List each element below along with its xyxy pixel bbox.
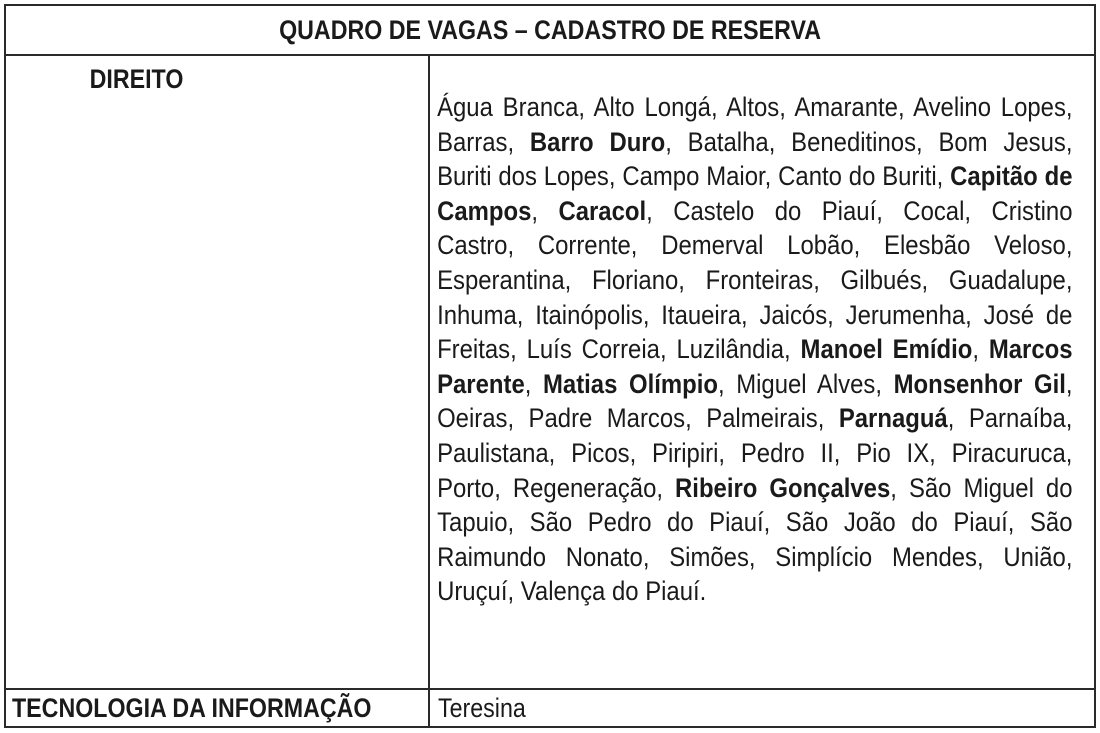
table-row: [5, 55, 1095, 689]
city-name: Canto do Buriti: [778, 161, 937, 192]
city-name: São Raimundo Nonato: [437, 507, 1073, 572]
table-title-cell: [5, 5, 1095, 55]
city-name: Caracol: [558, 195, 647, 226]
city-name: Alto Longá: [593, 92, 711, 122]
city-name: Elesbão Veloso: [884, 230, 1066, 261]
city-name: Piracuruca: [951, 437, 1066, 468]
city-name: Parnaguá: [838, 403, 948, 434]
city-name: Matias Olímpio: [543, 368, 718, 399]
table-title-row: [5, 5, 1095, 55]
city-name: Paulistana: [437, 437, 549, 468]
city-name: Regeneração: [512, 472, 657, 503]
city-name: Floriano: [591, 264, 679, 295]
cities-cell-ti: [429, 689, 1095, 727]
city-name: Luzilândia: [676, 334, 785, 365]
city-name: Campo Maior: [622, 161, 765, 192]
city-name: Batalha: [687, 126, 769, 157]
city-name: Corrente: [537, 230, 631, 261]
city-name: Cocal: [903, 195, 965, 226]
city-name: Pio IX: [856, 437, 930, 468]
area-cell-direito: [5, 55, 429, 689]
vacancy-table: [4, 4, 1096, 728]
cities-cell-direito: [429, 55, 1095, 689]
city-name: Avelino Lopes: [913, 92, 1066, 122]
city-name: Esperantina: [437, 264, 565, 295]
city-name: Itainópolis: [535, 299, 643, 330]
city-name: Altos: [726, 92, 780, 122]
city-name: Palmeirais: [706, 403, 818, 434]
city-list-direito: Água Branca, Alto Longá, Altos, Amarante, Avelino Lopes, Barras, Barro Duro, Batalha, Beneditinos, Bom Jesus, Buriti dos Lopes, Campo Maior, Canto do Buriti, Capitão de Campos, Caracol, Castelo do Piauí, Cocal, Cristino Castro, Corrente, Demerval Lobão, Elesbão Veloso, Esperantina, Floriano, Fronteiras, Gilbués, Guadalupe, Inhuma, Itainópolis, Itaueira, Jaicós, Jerumenha, José de Freitas, Luís Correia, Luzilândia, Manoel Emídio, Marcos Parente, Matias Olímpio, Miguel Alves, Monsenhor Gil, Oeiras, Padre Marcos, Palmeirais, Parnaguá, Parnaíba, Paulistana, Picos, Piripiri, Pedro II, Pio IX, Piracuruca, Porto, Regeneração, Ribeiro Gonçalves, São Miguel do Tapuio, São Pedro do Piauí, São João do Piauí, São Raimundo Nonato, Simões, Simplício Mendes, União, Uruçuí, Valença do Piauí.: [437, 92, 1073, 607]
city-name: Barro Duro: [529, 126, 666, 157]
city-name: Manoel Emídio: [800, 334, 973, 365]
city-name: Uruçuí: [437, 576, 508, 607]
city-name: Porto: [437, 472, 495, 503]
city-name: Simplício Mendes: [775, 541, 977, 572]
city-name: Fronteiras: [705, 264, 814, 295]
city-name: Demerval Lobão: [661, 230, 854, 261]
city-name: São Miguel do Tapuio: [437, 472, 1073, 538]
city-name: Gilbués: [840, 264, 922, 295]
city-name: Teresina: [438, 692, 526, 723]
city-name: Buriti dos Lopes: [437, 161, 609, 192]
city-name: Miguel Alves: [736, 368, 876, 399]
city-name: Piripiri: [652, 437, 719, 468]
city-name: Oeiras: [437, 403, 508, 434]
table-row: [5, 689, 1095, 727]
city-name: Bom Jesus: [938, 126, 1066, 157]
city-name: Amarante: [794, 92, 898, 122]
city-name: Simões: [669, 541, 749, 572]
city-name: São Pedro do Piauí: [529, 507, 764, 538]
city-name: Picos: [571, 437, 630, 468]
city-name: Luís Correia: [526, 334, 660, 365]
city-name: Jaicós: [759, 299, 828, 330]
city-name: Itaueira: [661, 299, 741, 330]
city-name: Barras: [437, 126, 508, 157]
area-cell-ti: [5, 689, 429, 727]
city-name: Guadalupe: [948, 264, 1066, 295]
city-name: União: [1003, 541, 1066, 572]
table-title: QUADRO DE VAGAS – CADASTRO DE RESERVA: [279, 15, 821, 45]
area-label-direito: DIREITO: [90, 64, 184, 94]
area-label-ti: TECNOLOGIA DA INFORMAÇÃO: [12, 692, 372, 723]
city-name: Inhuma: [437, 299, 517, 330]
city-name: Ribeiro Gonçalves: [675, 472, 891, 503]
vacancy-table-container: [4, 4, 1094, 727]
city-name: Padre Marcos: [528, 403, 686, 434]
city-name: José de Freitas: [437, 299, 1073, 365]
city-name: Jerumenha: [845, 299, 966, 330]
city-name: São João do Piauí: [785, 507, 1008, 538]
city-name: Marcos Parente: [437, 334, 1073, 399]
city-name: Pedro II: [740, 437, 834, 468]
city-name: Cristino Castro: [437, 195, 1073, 261]
city-name: Castelo do Piauí: [673, 195, 877, 226]
city-name: Água Branca: [437, 92, 579, 122]
city-name: Monsenhor Gil: [893, 368, 1066, 399]
city-name: Parnaíba: [968, 403, 1066, 434]
city-name: Capitão de Campos: [437, 161, 1073, 226]
city-name: Beneditinos: [791, 126, 917, 157]
city-name: Valença do Piauí: [520, 576, 700, 607]
